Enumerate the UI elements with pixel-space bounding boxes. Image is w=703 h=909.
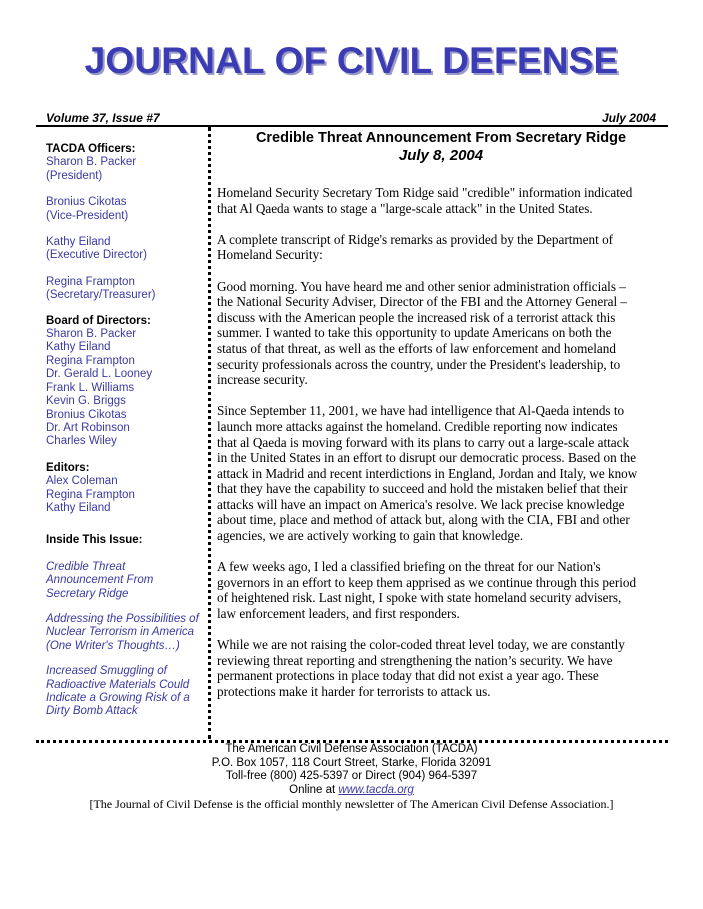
footer-online xyxy=(0,784,703,798)
article-line: in the United States in an effort to disrupt our democratic process. Based on the xyxy=(217,450,637,466)
article-body xyxy=(217,185,665,700)
inside-heading: Inside This Issue: xyxy=(46,534,143,547)
article-line: status of that threat, as well as the efforts of law enforcement and homeland xyxy=(217,340,616,356)
article-line: Homeland Security Secretary Tom Ridge said "credible" information indicated xyxy=(217,185,633,200)
article-line: security professionals across the country, under the President's leadership, to xyxy=(217,356,621,372)
board-member: Frank L. Williams xyxy=(46,381,135,394)
article-line: A few weeks ago, I led a classified briefing on the threat for our Nation's xyxy=(217,559,601,575)
article-paragraph xyxy=(217,559,665,621)
main-article xyxy=(217,129,665,715)
article-paragraph xyxy=(217,185,665,216)
article-paragraph xyxy=(217,403,665,543)
board-member: Dr. Gerald L. Looney xyxy=(46,368,153,381)
article-line: of heightened risk. Last night, I spoke with state homeland security advisers, xyxy=(217,590,622,606)
article-paragraph xyxy=(217,637,665,699)
article-line: summer. I wanted to take this opportunity to update Americans on both the xyxy=(217,325,612,341)
issue-date: July 2004 xyxy=(601,111,656,125)
board-member: Bronius Cikotas xyxy=(46,408,127,421)
officer-name: Bronius Cikotas xyxy=(46,196,127,209)
board-section xyxy=(46,315,206,449)
article-line: attack in Madrid and recent interdictions in England, Jordan and Italy, we know xyxy=(217,465,638,481)
editors-section xyxy=(46,462,206,516)
article-line: agencies, we are actively working to gain that knowledge. xyxy=(217,528,524,544)
footer-address: P.O. Box 1057, 118 Court Street, Starke, Florida 32091 xyxy=(211,756,492,769)
toc-line: Increased Smuggling of xyxy=(46,665,167,678)
website-link[interactable]: www.tacda.org xyxy=(338,783,414,796)
toc-item-credible-threat[interactable] xyxy=(46,561,206,601)
article-line: that al Qaeda is moving forward with its plans to carry out a large-scale attack xyxy=(217,434,630,450)
article-line: Good morning. You have heard me and other senior administration officials – xyxy=(217,278,626,294)
toc-list xyxy=(46,561,206,719)
footer-note: [The Journal of Civil Defense is the official monthly newsletter of The American Civil Defense Association.] xyxy=(89,797,614,812)
footer xyxy=(0,743,703,812)
editors-heading: Editors: xyxy=(46,461,90,474)
top-rule xyxy=(36,125,668,127)
board-member: Kathy Eiland xyxy=(46,341,111,354)
editor-name: Kathy Eiland xyxy=(46,501,111,514)
article-line: discuss with the American people the increased risk of a terrorist attack this xyxy=(217,309,616,325)
board-member: Charles Wiley xyxy=(46,435,117,448)
officers-heading: TACDA Officers: xyxy=(46,143,136,155)
officer-name: Regina Frampton xyxy=(46,275,135,288)
article-line: that they have the capability to succeed and hold the mistaken belief that their xyxy=(217,481,628,497)
board-heading: Board of Directors: xyxy=(46,314,151,327)
toc-item-radioactive-smuggling[interactable] xyxy=(46,665,206,719)
article-paragraph xyxy=(217,279,665,388)
article-date: July 8, 2004 xyxy=(398,147,484,164)
editor-name: Alex Coleman xyxy=(46,475,118,488)
article-line: increase security. xyxy=(217,372,308,388)
article-title: Credible Threat Announcement From Secretary Ridge xyxy=(255,130,627,146)
article-line: the National Security Adviser, Director of the FBI and the Attorney General – xyxy=(217,294,628,310)
toc-line: Announcement From xyxy=(46,574,154,587)
footer-phone: Toll-free (800) 425-5397 or Direct (904) 964-5397 xyxy=(225,770,478,783)
article-line: reviewing threat reporting and strengthening the nation’s security. We have xyxy=(217,652,613,668)
toc-line: Indicate a Growing Risk of a xyxy=(46,692,190,704)
officer-role: (Executive Director) xyxy=(46,249,147,262)
toc-line: Credible Threat xyxy=(46,560,126,573)
officer-role: (President) xyxy=(46,169,103,182)
officer-role: (Vice-President) xyxy=(46,209,129,222)
article-line: Homeland Security: xyxy=(217,247,323,263)
article-line: A complete transcript of Ridge's remarks as provided by the Department of xyxy=(217,231,614,247)
officer-entry xyxy=(46,236,206,263)
inside-section xyxy=(46,534,206,718)
article-line: launch more attacks against the homeland. Credible reporting now indicates xyxy=(217,418,618,434)
toc-line: Addressing the Possibilities of xyxy=(46,612,199,625)
article-paragraph xyxy=(217,232,665,263)
toc-line: Nuclear Terrorism in America xyxy=(46,626,195,639)
toc-line: Secretary Ridge xyxy=(46,587,129,600)
board-member: Regina Frampton xyxy=(46,354,135,367)
article-line: that Al Qaeda wants to stage a "large-scale attack" in the United States. xyxy=(217,200,593,216)
officer-entry xyxy=(46,196,206,223)
article-line: While we are not raising the color-coded threat level today, we are constantly xyxy=(217,637,625,653)
officer-entry xyxy=(46,276,206,303)
toc-item-nuclear-terrorism[interactable] xyxy=(46,613,206,653)
column-divider xyxy=(208,127,211,739)
masthead-title: JOURNAL OF CIVIL DEFENSE xyxy=(84,40,619,81)
board-member: Sharon B. Packer xyxy=(46,328,137,341)
officer-name: Sharon B. Packer xyxy=(46,156,137,169)
officer-entry xyxy=(46,156,206,183)
toc-line: Radioactive Materials Could xyxy=(46,678,190,691)
article-line: about time, place and method of attack but, along with the CIA, FBI and other xyxy=(217,512,630,528)
footer-online-prefix: Online at xyxy=(289,783,339,796)
board-member: Kevin G. Briggs xyxy=(46,395,126,408)
article-line: governors in an effort to keep them apprised as we continue through this period xyxy=(217,574,637,590)
editor-name: Regina Frampton xyxy=(46,488,135,501)
article-line: Since September 11, 2001, we have had intelligence that Al-Qaeda intends to xyxy=(217,403,625,419)
issue-volume: Volume 37, Issue #7 xyxy=(46,111,160,125)
article-line: law enforcement leaders, and first responders. xyxy=(217,606,460,622)
footer-org: The American Civil Defense Association (TACDA) xyxy=(225,743,478,755)
sidebar xyxy=(46,143,206,719)
article-line: permanent protections in place today that did not exist a year ago. These xyxy=(217,668,599,684)
toc-line: (One Writer's Thoughts…) xyxy=(46,639,180,652)
officer-role: (Secretary/Treasurer) xyxy=(46,289,156,302)
article-line: attacks will have an impact on America's resolve. We lack precise knowledge xyxy=(217,496,625,512)
board-member: Dr. Art Robinson xyxy=(46,421,130,434)
officers-list xyxy=(46,156,206,302)
officer-name: Kathy Eiland xyxy=(46,236,111,249)
toc-line: Dirty Bomb Attack xyxy=(46,705,138,718)
article-line: protections make it harder for terrorists to attack us. xyxy=(217,684,491,699)
